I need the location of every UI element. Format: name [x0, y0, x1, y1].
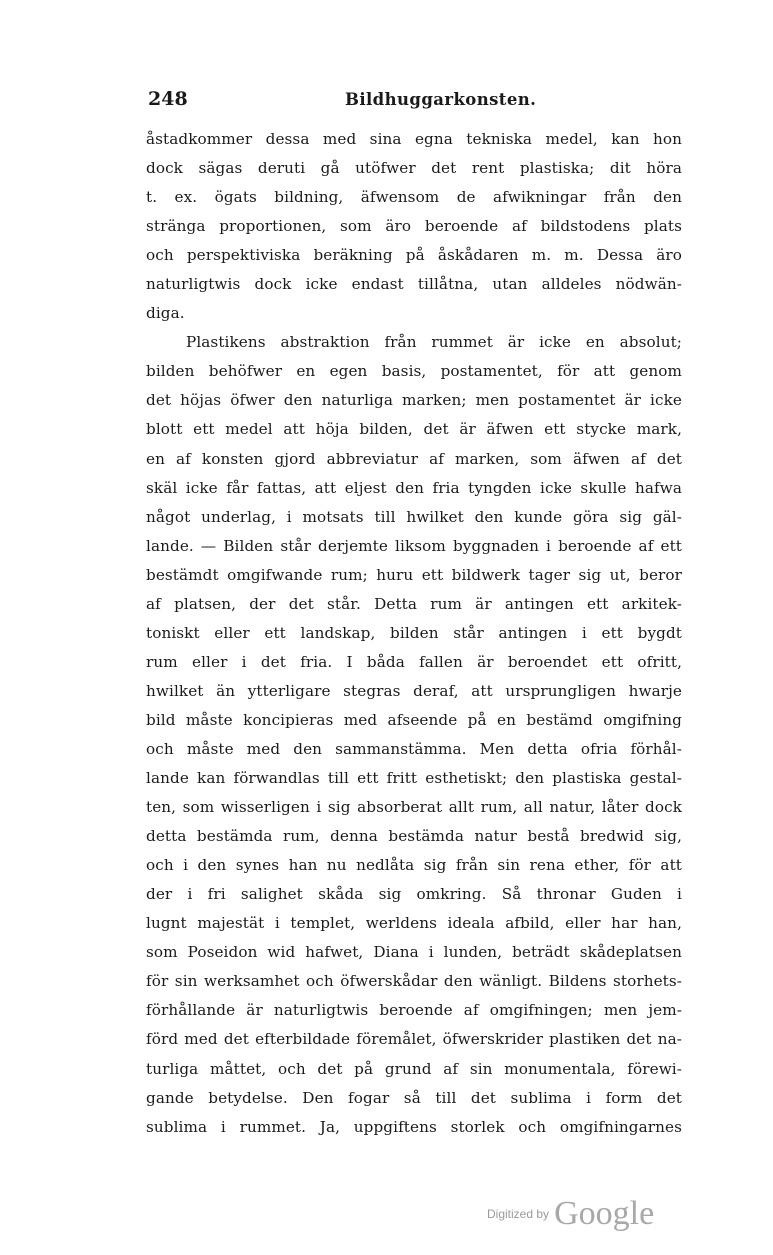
- text-line: ten, som wisserligen i sig absorberat allt rum, all natur, låter dock: [146, 798, 682, 817]
- text-line: af platsen, der det står. Detta rum är antingen ett arkitek-: [146, 594, 682, 613]
- text-line: der i fri salighet skåda sig omkring. Så thronar Guden i: [146, 885, 682, 904]
- text-line: lande kan förwandlas till ett fritt esthetiskt; den plastiska gestal-: [146, 769, 682, 788]
- text-line: förd med det efterbildade föremålet, öfwerskrider plastiken det na-: [146, 1030, 682, 1049]
- text-line: blott ett medel att höja bilden, det är äfwen ett stycke mark,: [146, 420, 682, 439]
- digitized-by-label: Digitized by: [487, 1207, 550, 1221]
- text-line: det höjas öfwer den naturliga marken; men postamentet är icke: [146, 391, 682, 410]
- google-logo: Google: [554, 1195, 655, 1232]
- text-line: bild måste koncipieras med afseende på en bestämd omgifning: [146, 710, 682, 729]
- text-line: bilden behöfwer en egen basis, postamentet, för att genom: [146, 362, 682, 381]
- text-line: hwilket än ytterligare stegras deraf, att ursprungligen hwarje: [146, 681, 682, 700]
- text-line: lande. — Bilden står derjemte liksom byggnaden i beroende af ett: [146, 536, 682, 555]
- text-line: gande betydelse. Den fogar så till det sublima i form det: [146, 1088, 682, 1107]
- text-line: något underlag, i motsats till hwilket den kunde göra sig gäl-: [146, 507, 682, 526]
- running-head: Bildhuggarkonsten.: [345, 90, 537, 109]
- page-number: 248: [148, 88, 188, 110]
- text-line: naturligtwis dock icke endast tillåtna, utan alldeles nödwän-: [146, 275, 682, 294]
- text-line: t. ex. ögats bildning, äfwensom de afwikningar från den: [146, 188, 682, 207]
- text-line: och perspektiviska beräkning på åskådaren m. m. Dessa äro: [146, 246, 682, 265]
- text-line: Plastikens abstraktion från rummet är icke en absolut;: [186, 333, 682, 352]
- text-line: en af konsten gjord abbreviatur af marken, som äfwen af det: [146, 449, 682, 468]
- digitization-watermark: [487, 1195, 654, 1233]
- text-line: åstadkommer dessa med sina egna tekniska medel, kan hon: [146, 130, 682, 148]
- text-line: sublima i rummet. Ja, uppgiftens storlek och omgifningarnes: [146, 1117, 682, 1136]
- text-line: bestämdt omgifwande rum; huru ett bildwerk tager sig ut, beror: [146, 565, 682, 584]
- text-line: turliga måttet, och det på grund af sin monumentala, förewi-: [146, 1059, 682, 1078]
- text-line: diga.: [146, 304, 185, 323]
- text-line: lugnt majestät i templet, werldens ideala afbild, eller har han,: [146, 914, 682, 933]
- text-line: stränga proportionen, som äro beroende af bildstodens plats: [146, 217, 682, 236]
- text-line: skäl icke får fattas, att eljest den fria tyngden icke skulle hafwa: [146, 478, 682, 497]
- text-line: förhållande är naturligtwis beroende af omgifningen; men jem-: [146, 1001, 682, 1020]
- text-line: som Poseidon wid hafwet, Diana i lunden, beträdt skådeplatsen: [146, 943, 682, 962]
- text-line: och måste med den sammanstämma. Men detta ofria förhål-: [146, 739, 682, 758]
- text-line: och i den synes han nu nedlåta sig från sin rena ether, för att: [146, 856, 682, 875]
- text-line: för sin werksamhet och öfwerskådar den wänligt. Bildens storhets-: [146, 972, 682, 991]
- text-line: detta bestämda rum, denna bestämda natur bestå bredwid sig,: [146, 827, 682, 846]
- text-line: toniskt eller ett landskap, bilden står antingen i ett bygdt: [146, 623, 682, 642]
- body-text: [146, 125, 682, 1142]
- text-line: rum eller i det fria. I båda fallen är beroendet ett ofritt,: [146, 652, 682, 671]
- text-line: dock sägas deruti gå utöfwer det rent plastiska; dit höra: [146, 159, 682, 178]
